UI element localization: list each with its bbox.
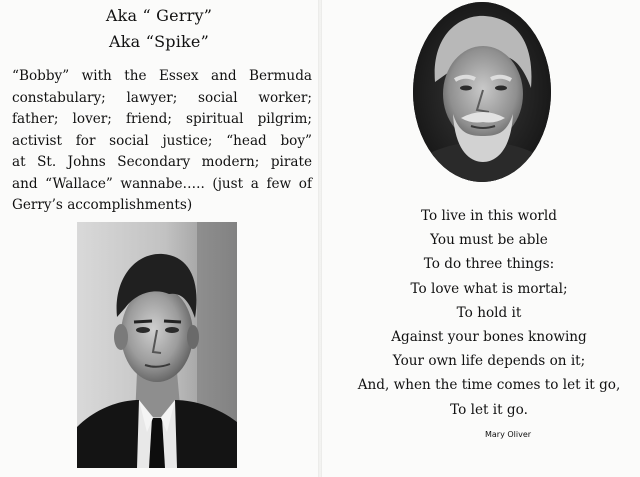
- bio-line: at St. Johns Secondary modern; pirate: [12, 154, 312, 170]
- poem-text: [346, 204, 632, 422]
- poem-line: Against your bones knowing: [391, 328, 587, 345]
- poem-line: Your own life depends on it;: [392, 353, 586, 370]
- poem-line: And, when the time comes to let it go,: [357, 377, 621, 394]
- poem-line: To live in this world: [421, 208, 557, 224]
- bio-line: activist for social justice; “head boy”: [12, 132, 312, 149]
- bio-line: constabulary; lawyer; social worker;: [12, 89, 312, 106]
- poem-line: To love what is mortal;: [410, 280, 568, 297]
- poem-author: Mary Oliver: [484, 430, 532, 439]
- aka-gerry-heading: Aka “ Gerry”: [105, 6, 213, 25]
- poem-line: To let it go.: [450, 401, 528, 418]
- poem-line: To do three things:: [423, 256, 555, 273]
- older-portrait-photo: [413, 2, 551, 182]
- young-portrait-photo: [77, 222, 237, 468]
- bio-line: father; lover; friend; spiritual pilgrim;: [12, 111, 312, 127]
- bio-line: “Bobby” with the Essex and Bermuda: [12, 68, 312, 84]
- aka-spike-heading: Aka “Spike”: [109, 32, 209, 51]
- biography-text: [12, 66, 312, 217]
- bio-line: Gerry’s accomplishments): [12, 197, 193, 213]
- bio-line: and “Wallace” wannabe….. (just a few of: [12, 175, 312, 192]
- poem-line: You must be able: [430, 232, 548, 249]
- poem-line: To hold it: [456, 304, 522, 321]
